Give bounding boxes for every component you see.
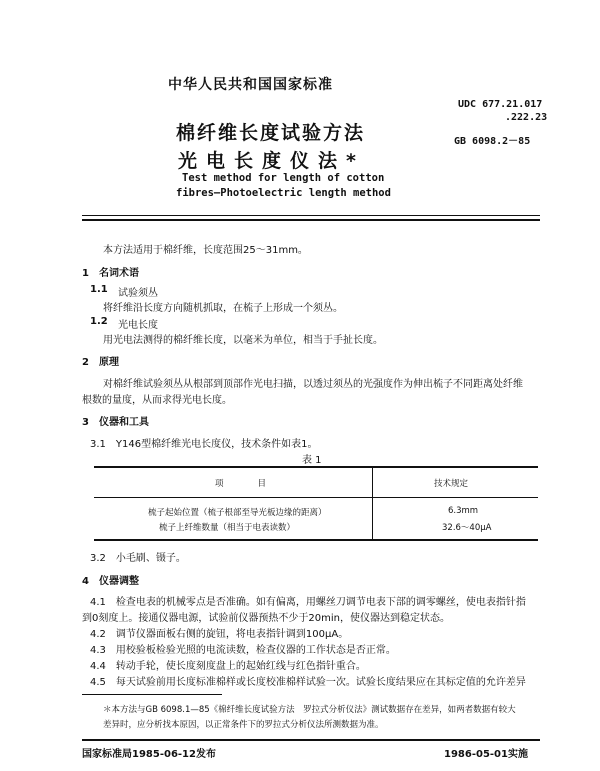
standard-title: 中华人民共和国国家标准 <box>168 77 333 93</box>
table-row2-spec: 32.6～40μA <box>442 523 492 533</box>
udc-code: UDC 677.21.017 <box>458 99 543 110</box>
item-3-1: 3.1 Y146型棉纤维光电长度仪，技术条件如表1。 <box>90 439 318 450</box>
item-4-5: 4.5 每天试验前用长度标准棉样或长度校准棉样试验一次。试验长度结果应在其标定值的允许差异 <box>90 677 526 688</box>
item-3-2: 3.2 小毛刷、镊子。 <box>90 553 186 564</box>
section2-heading: 2 原理 <box>82 357 119 368</box>
item-4-2: 4.2 调节仪器面板右侧的旋钮，将电表指针调到100μA。 <box>90 629 349 640</box>
title-en-line2: fibres—Photoelectric length method <box>176 187 391 199</box>
table-row1-spec: 6.3mm <box>448 506 479 516</box>
issued-date: 国家标准局1985-06-12发布 <box>82 749 216 760</box>
udc-code-cont: .222.23 <box>505 112 548 123</box>
table-col1-header: 项 目 <box>215 479 267 489</box>
table-bottom-rule <box>94 539 538 541</box>
section1-heading: 1 名词术语 <box>82 268 139 279</box>
header-rule-thick <box>82 219 540 221</box>
item-1-2-definition: 用光电法测得的棉纤维长度，以毫米为单位，相当于手扯长度。 <box>103 335 383 346</box>
footnote-line2: 差异时，应分析找本原因，以正常条件下的罗拉式分析仪法所测数据为准。 <box>103 720 384 730</box>
item-1-1-term: 试验须丛 <box>118 288 158 299</box>
item-4-1-line2: 到0刻度上。接通仪器电源，试验前仪器预热不少于20min，使仪器达到稳定状态。 <box>82 613 450 624</box>
table-header-rule <box>94 497 538 498</box>
gb-number: GB 6098.2－85 <box>454 136 531 147</box>
footer-rule <box>82 739 540 741</box>
section3-heading: 3 仪器和工具 <box>82 417 149 428</box>
item-1-2-num: 1.2 <box>90 316 108 327</box>
table-col2-header: 技术规定 <box>434 479 469 489</box>
title-cn-line1: 棉纤维长度试验方法 <box>176 122 366 144</box>
title-en-line1: Test method for length of cotton <box>182 172 385 184</box>
item-1-1-num: 1.1 <box>90 284 108 295</box>
scope-text: 本方法适用于棉纤维，长度范围25～31mm。 <box>103 245 308 256</box>
header-rule-thin <box>82 215 540 216</box>
effective-date: 1986-05-01实施 <box>444 749 528 760</box>
table-caption: 表 1 <box>302 455 322 466</box>
item-1-2-term: 光电长度 <box>118 320 158 331</box>
table-column-divider <box>372 468 373 539</box>
table-top-rule <box>94 466 538 468</box>
section4-heading: 4 仪器调整 <box>82 576 139 587</box>
section2-text-line1: 对棉纤维试验须丛从根部到顶部作光电扫描，以透过须丛的光强度作为伸出梳子不同距离处纤维 <box>103 379 523 390</box>
footnote-line1: ＊本方法与GB 6098.1—85《棉纤维长度试验方法 罗拉式分析仪法》测试数据存在差异，如两者数据有较大 <box>103 705 516 715</box>
section2-text-line2: 根数的量度，从而求得光电长度。 <box>82 395 232 406</box>
table-row1-item: 梳子起始位置（梳子根部至导光板边缘的距离） <box>148 508 327 518</box>
item-1-1-definition: 将纤维沿长度方向随机抓取，在梳子上形成一个须丛。 <box>103 303 343 314</box>
title-cn-line2: 光电长度仪法* <box>178 150 365 172</box>
item-4-4: 4.4 转动手轮，使长度刻度盘上的起始红线与红色指针重合。 <box>90 661 366 672</box>
item-4-3: 4.3 用校验板检验光照的电流读数，检查仪器的工作状态是否正常。 <box>90 645 396 656</box>
table-row2-item: 梳子上纤维数量（相当于电表读数） <box>159 523 296 533</box>
item-4-1-line1: 4.1 检查电表的机械零点是否准确。如有偏离，用螺丝刀调节电表下部的调零螺丝，使电表指针指 <box>90 597 526 608</box>
footnote-rule <box>82 694 222 695</box>
